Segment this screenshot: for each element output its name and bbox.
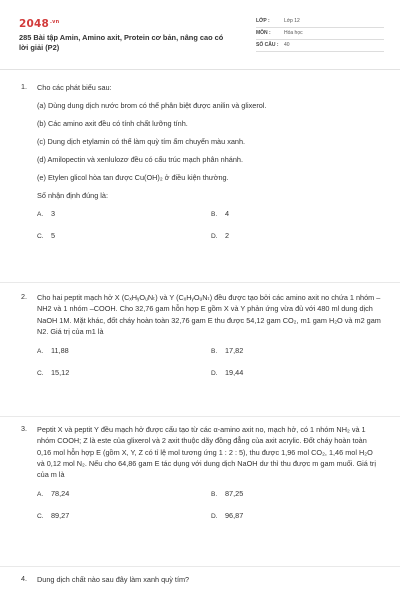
answer-options xyxy=(37,346,381,386)
option-label: D. xyxy=(211,370,218,378)
meta-class-value: Lớp 12 xyxy=(284,18,300,25)
question-prompt: Số nhận định đúng là: xyxy=(37,190,109,200)
question-3 xyxy=(21,424,381,529)
statement-d: (d) Amilopectin và xenlulozơ đều có cấu trúc mạch phân nhánh. xyxy=(37,154,243,164)
option-a[interactable] xyxy=(37,346,69,357)
question-number: 3. xyxy=(21,424,27,433)
option-text: 4 xyxy=(225,209,230,219)
statement-c: (c) Dung dịch etylamin có thể làm quỳ tím ẩm chuyển màu xanh. xyxy=(37,136,246,146)
option-text: 15,12 xyxy=(51,368,70,378)
answer-options xyxy=(37,209,381,249)
meta-class-row xyxy=(256,16,384,28)
option-c[interactable] xyxy=(37,368,69,379)
statement-e: (e) Etylen glicol hòa tan được Cu(OH)₂ ở điều kiện thường. xyxy=(37,172,229,182)
logo-suffix: .vn xyxy=(50,18,60,25)
question-number: 2. xyxy=(21,292,27,301)
option-text: 3 xyxy=(51,209,56,219)
question-text: Cho hai peptit mạch hở X (CₓHᵧOᵤNₜ) và Y (CₓHᵧOᵤNₜ) đều được tạo bởi các amino axit no chứa 1 nhóm –NH2 và 1 nhóm –COOH. Cho 32,76 gam hỗn hợp E gồm X và Y phản ứng vừa đủ với 480 ml dung dịch NaOH 1M. Mặt khác, đốt cháy hoàn toàn 32,76 gam E thu được 54,12 gam CO₂, m1 gam H₂O và m2 gam N2. Giá trị của m1 là xyxy=(37,293,381,336)
header-divider xyxy=(0,69,400,70)
option-d[interactable] xyxy=(211,231,229,242)
statement-a: (a) Dùng dung dịch nước brom có thể phân biệt được anilin và glixerol. xyxy=(37,101,267,111)
statement-b: (b) Các amino axit đều có tính chất lưỡng tính. xyxy=(37,119,188,129)
option-label: A. xyxy=(37,348,44,356)
option-label: A. xyxy=(37,211,44,219)
meta-subject-label: MÔN : xyxy=(256,30,271,37)
option-text: 17,82 xyxy=(225,346,244,356)
option-text: 2 xyxy=(225,231,230,241)
meta-info xyxy=(256,16,384,52)
meta-class-label: LỚP : xyxy=(256,18,270,25)
option-d[interactable] xyxy=(211,511,243,522)
option-label: C. xyxy=(37,513,44,521)
option-label: B. xyxy=(211,348,218,356)
document-title: 285 Bài tập Amin, Amino axit, Protein cơ bản, nâng cao có lời giải (P2) xyxy=(19,33,224,52)
option-c[interactable] xyxy=(37,231,55,242)
meta-count-label: SỐ CÂU : xyxy=(256,42,279,49)
question-intro: Cho các phát biểu sau: xyxy=(37,83,112,92)
meta-count-value: 40 xyxy=(284,42,290,49)
option-a[interactable] xyxy=(37,209,55,220)
question-4 xyxy=(21,574,381,585)
option-label: B. xyxy=(211,211,218,219)
option-text: 19,44 xyxy=(225,368,244,378)
option-label: A. xyxy=(37,491,44,499)
question-text: Peptit X và peptit Y đều mạch hở được cấu tạo từ các α-amino axit no, mạch hở, có 1 nhóm NH₂ và 1 nhóm COOH; Z là este của glixerol và 2 axit thuộc dãy đồng đẳng của axit acrylic. Đốt cháy hoàn toàn 0,16 mol hỗn hợp E (gồm X, Y, Z có tỉ lệ mol tương ứng 1 : 2 : 5), thu được 1,96 mol CO₂, 1,46 mol H₂O và 0,12 mol N₂. Nếu cho 64,86 gam E tác dụng với dung dịch NaOH dư thì thu được m gam muối. Giá trị của m là xyxy=(37,425,376,480)
option-text: 5 xyxy=(51,231,56,241)
option-label: C. xyxy=(37,370,44,378)
meta-count-row xyxy=(256,40,384,52)
question-text: Dung dịch chất nào sau đây làm xanh quỳ tím? xyxy=(37,575,190,584)
option-label: D. xyxy=(211,513,218,521)
option-b[interactable] xyxy=(211,209,229,220)
logo-text: 2048 xyxy=(19,18,50,30)
option-label: B. xyxy=(211,491,218,499)
answer-options xyxy=(37,489,381,529)
option-text: 89,27 xyxy=(51,511,70,521)
question-number: 1. xyxy=(21,82,27,91)
option-b[interactable] xyxy=(211,346,243,357)
question-number: 4. xyxy=(21,574,27,583)
option-label: D. xyxy=(211,233,218,241)
question-2 xyxy=(21,292,381,386)
question-separator xyxy=(0,282,400,283)
option-text: 78,24 xyxy=(51,489,70,499)
option-b[interactable] xyxy=(211,489,243,500)
option-text: 96,87 xyxy=(225,511,244,521)
page-header xyxy=(0,0,400,66)
site-logo[interactable] xyxy=(19,17,59,31)
meta-subject-value: Hóa học xyxy=(284,30,303,37)
question-separator xyxy=(0,566,400,567)
option-text: 87,25 xyxy=(225,489,244,499)
option-d[interactable] xyxy=(211,368,243,379)
option-a[interactable] xyxy=(37,489,69,500)
option-c[interactable] xyxy=(37,511,69,522)
option-text: 11,88 xyxy=(51,346,69,356)
question-1 xyxy=(21,82,381,249)
meta-subject-row xyxy=(256,28,384,40)
option-label: C. xyxy=(37,233,44,241)
question-separator xyxy=(0,416,400,417)
